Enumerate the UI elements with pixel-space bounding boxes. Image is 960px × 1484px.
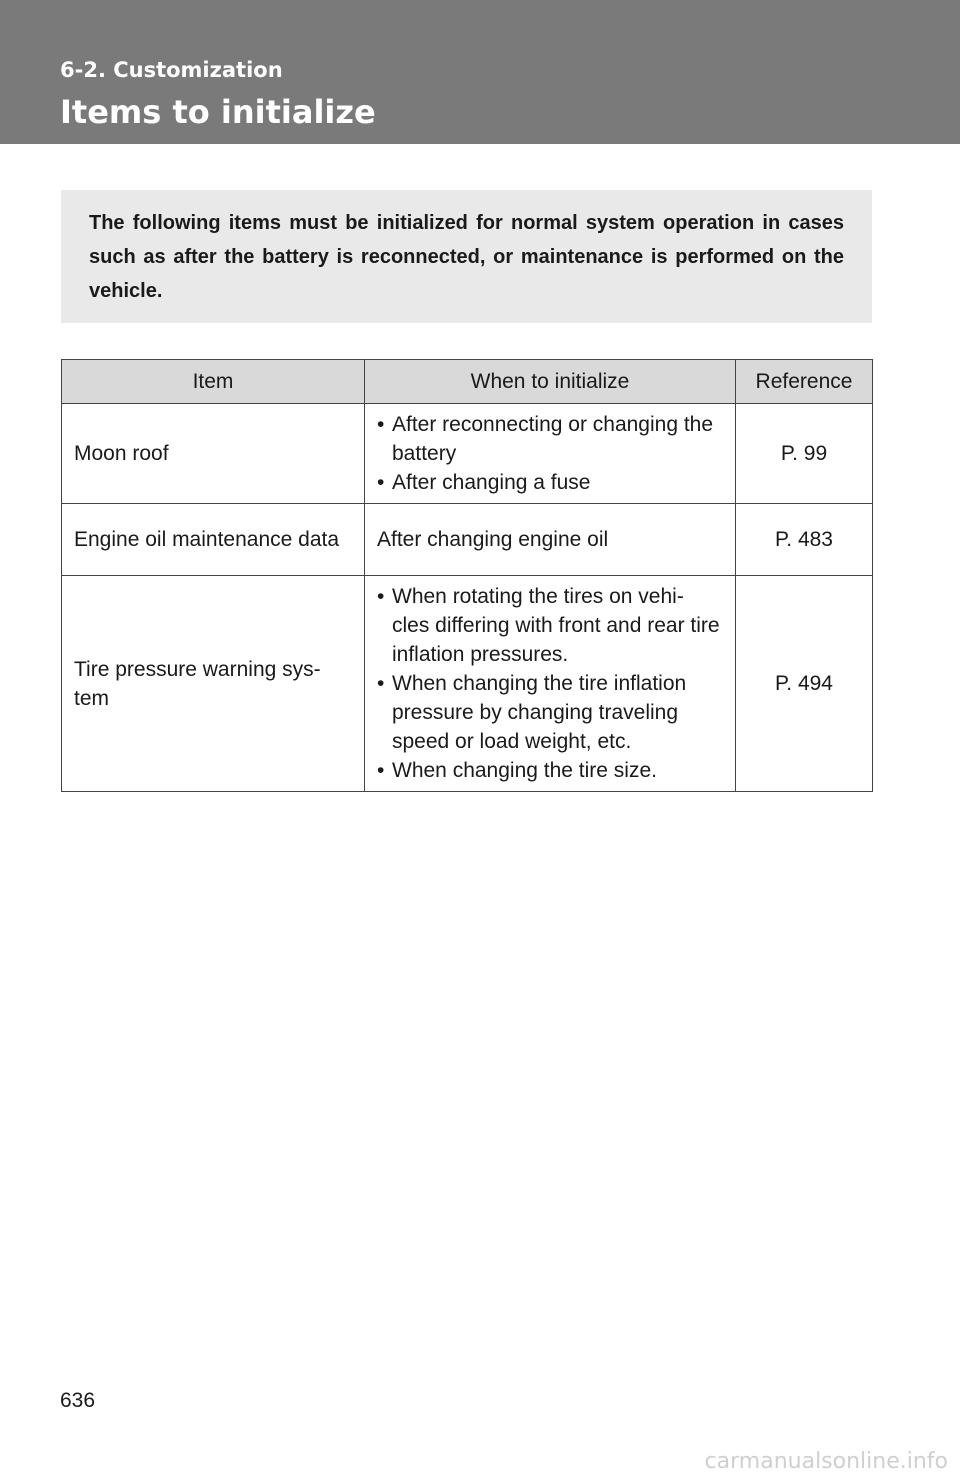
reference-cell: P. 483: [736, 504, 873, 576]
list-item: • When changing the tire size.: [377, 756, 723, 785]
when-cell: After changing engine oil: [365, 504, 736, 576]
when-list: [377, 410, 723, 497]
table-row: [62, 404, 873, 504]
header-when-to-initialize: When to initialize: [365, 360, 736, 404]
section-label: 6-2. Customization: [60, 58, 283, 82]
table-header-row: [62, 360, 873, 404]
page-title: Items to initialize: [60, 93, 376, 131]
initialize-table: [61, 359, 873, 792]
intro-text: The following items must be initialized for normal system operation in cases such as after the battery is reconnected, or maintenance is performed on the vehicle.: [89, 212, 844, 302]
intro-box: [61, 190, 872, 323]
when-cell: [365, 404, 736, 504]
page-number: 636: [60, 1389, 96, 1412]
header-item: Item: [62, 360, 365, 404]
header-reference: Reference: [736, 360, 873, 404]
reference-cell: P. 99: [736, 404, 873, 504]
when-cell: [365, 576, 736, 792]
watermark: carmanualsonline.info: [704, 1449, 948, 1474]
list-item: • When changing the tire inflation pressure by changing traveling speed or load weight, etc.: [377, 669, 723, 756]
when-list: [377, 582, 723, 785]
table-row: [62, 576, 873, 792]
item-cell: Moon roof: [62, 404, 365, 504]
item-cell: Tire pressure warning sys- tem: [62, 576, 365, 792]
item-cell: Engine oil maintenance data: [62, 504, 365, 576]
list-item: • After changing a fuse: [377, 468, 723, 497]
table-row: [62, 504, 873, 576]
reference-cell: P. 494: [736, 576, 873, 792]
list-item: • After reconnecting or changing the battery: [377, 410, 723, 468]
list-item: • When rotating the tires on vehi- cles differing with front and rear tire inflation pressures.: [377, 582, 723, 669]
